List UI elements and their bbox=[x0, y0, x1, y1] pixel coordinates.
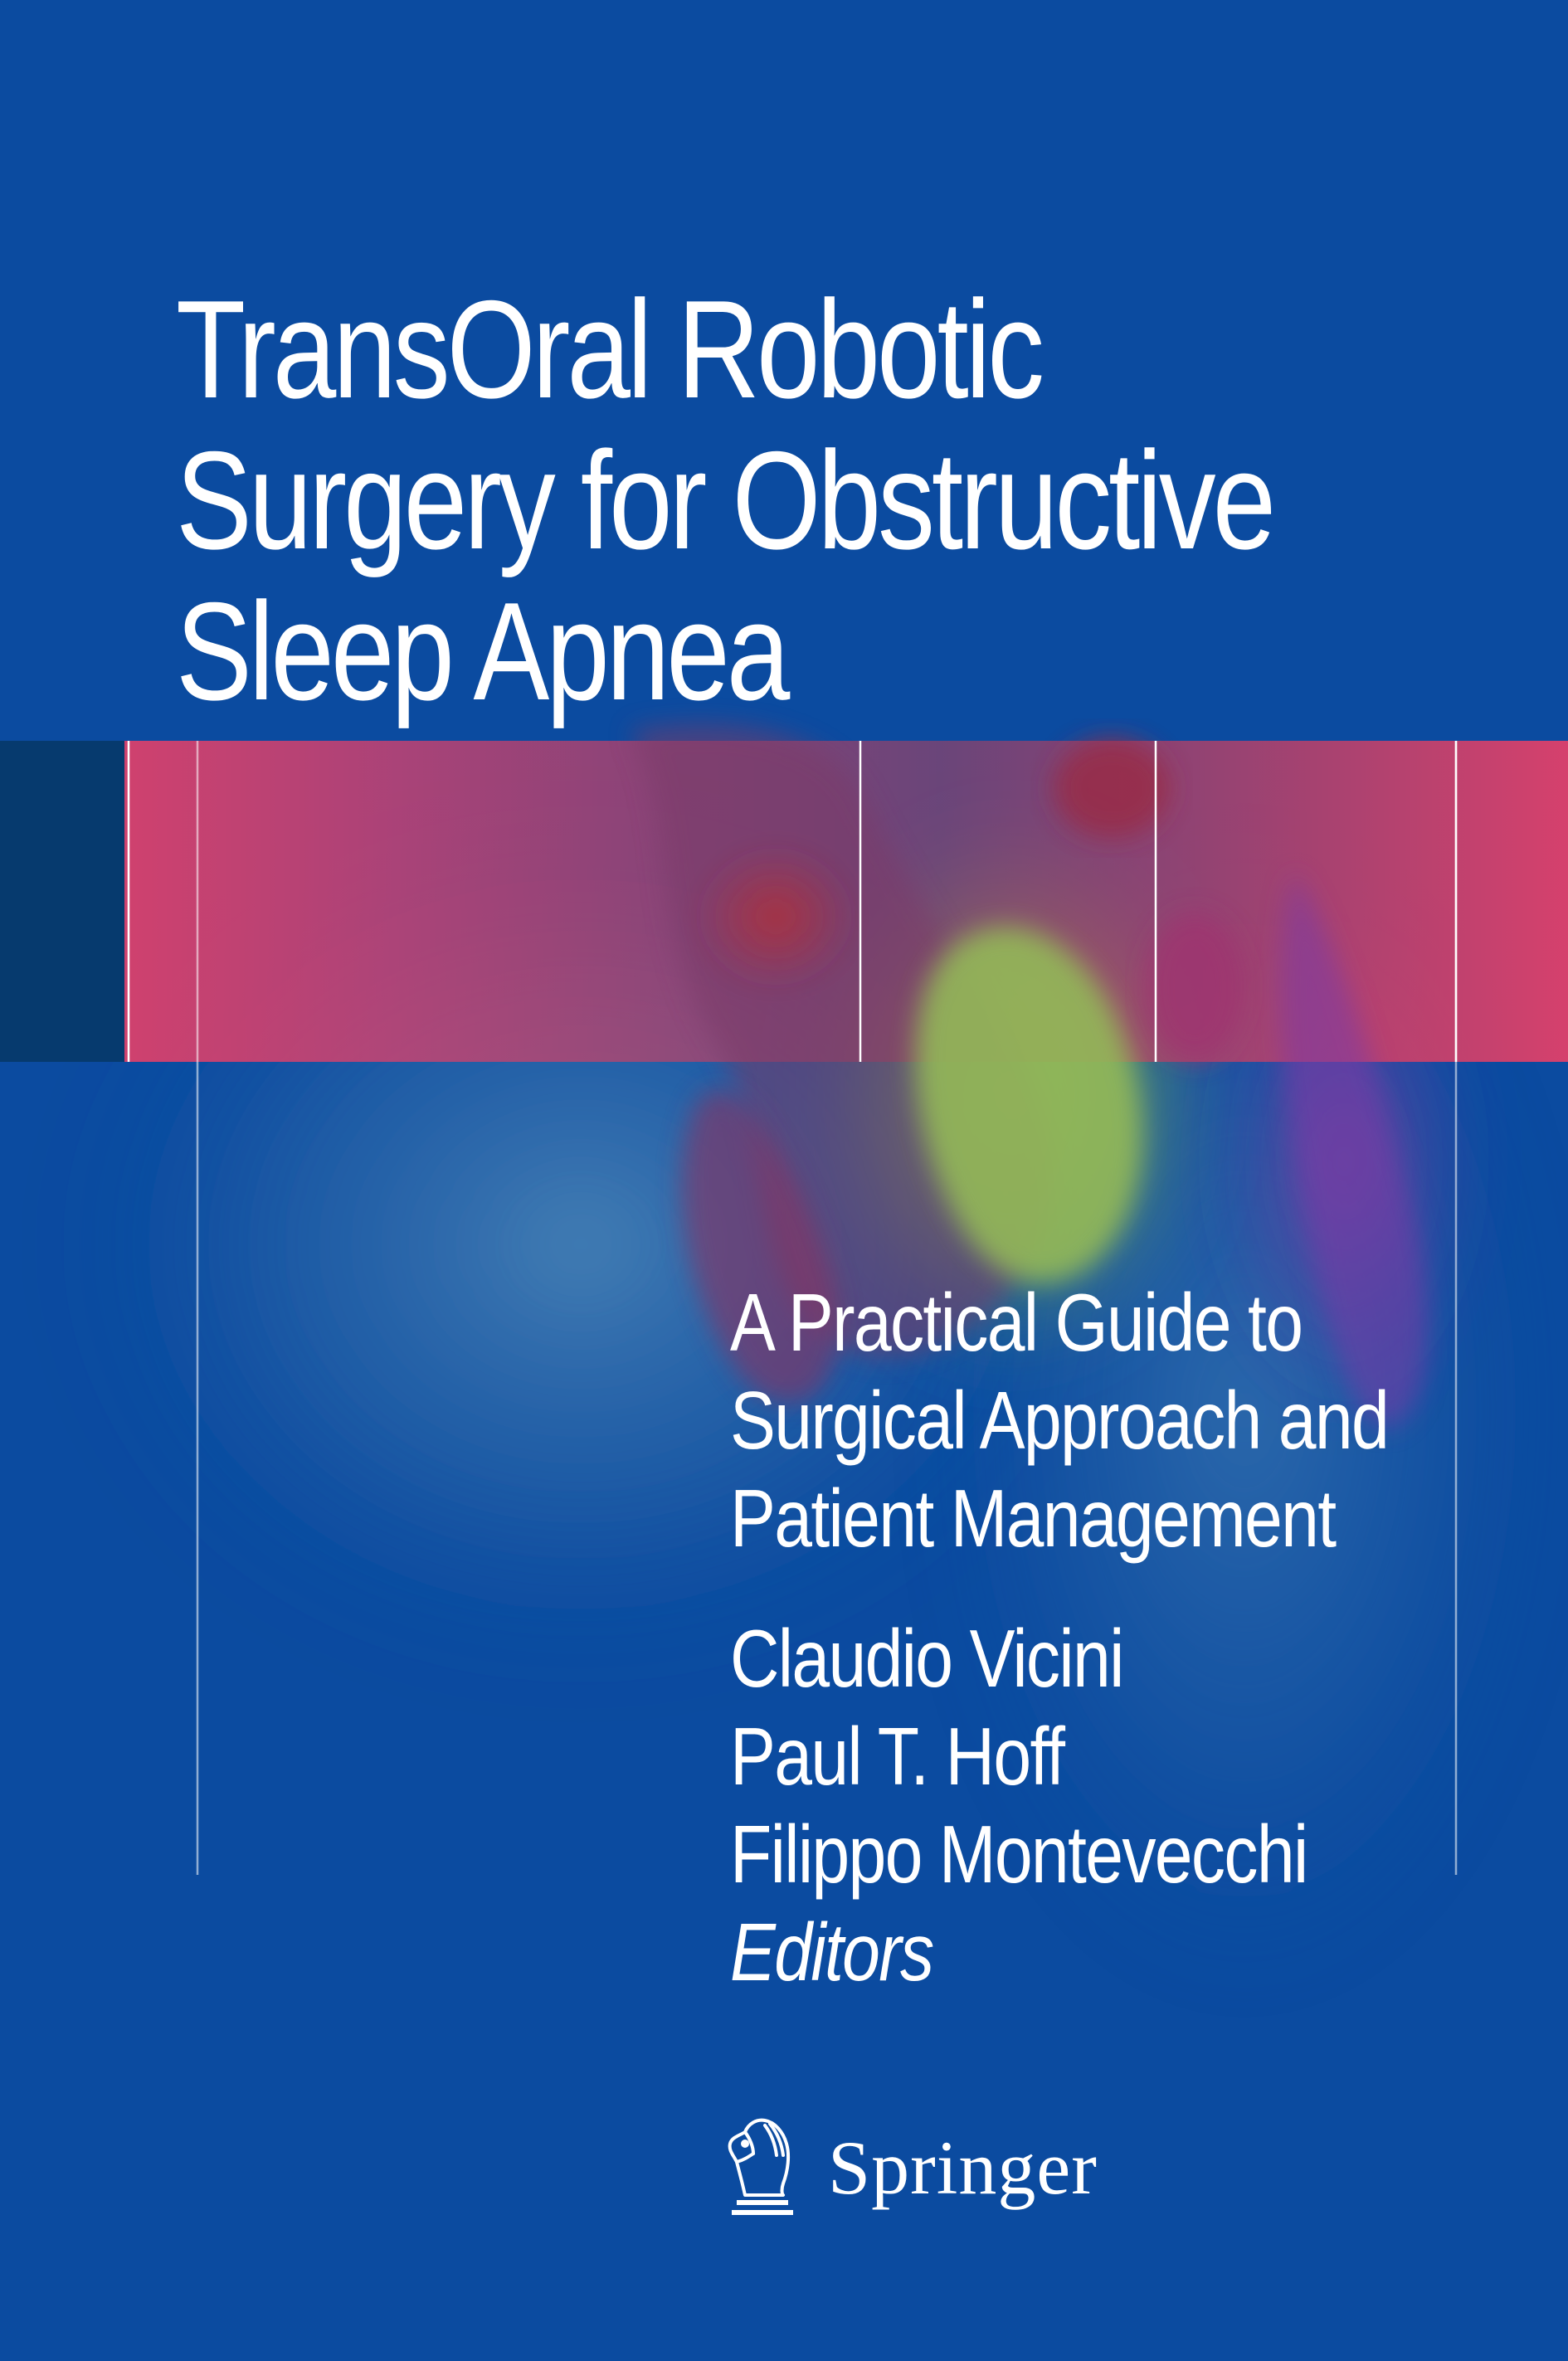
editors-role: Editors bbox=[730, 1906, 933, 1998]
title-line-2: Surgery for Obstructive bbox=[176, 422, 1273, 578]
publisher-logo bbox=[720, 2114, 1098, 2222]
subtitle-line-2: Surgical Approach and bbox=[730, 1375, 1389, 1466]
editor-name: Filippo Montevecchi bbox=[730, 1808, 1307, 1900]
publisher-name: Springer bbox=[828, 2125, 1098, 2210]
title-line-3: Sleep Apnea bbox=[176, 573, 787, 729]
book-title bbox=[176, 271, 1292, 729]
title-line-1: TransOral Robotic bbox=[176, 271, 1041, 427]
editor-name: Paul T. Hoff bbox=[730, 1711, 1064, 1802]
book-subtitle bbox=[730, 1273, 1427, 1567]
subtitle-line-1: A Practical Guide to bbox=[730, 1277, 1303, 1368]
editors-list bbox=[730, 1609, 1427, 2001]
subtitle-line-3: Patient Management bbox=[730, 1473, 1336, 1564]
editor-name: Claudio Vicini bbox=[730, 1613, 1123, 1704]
knight-horse-icon bbox=[720, 2114, 803, 2222]
